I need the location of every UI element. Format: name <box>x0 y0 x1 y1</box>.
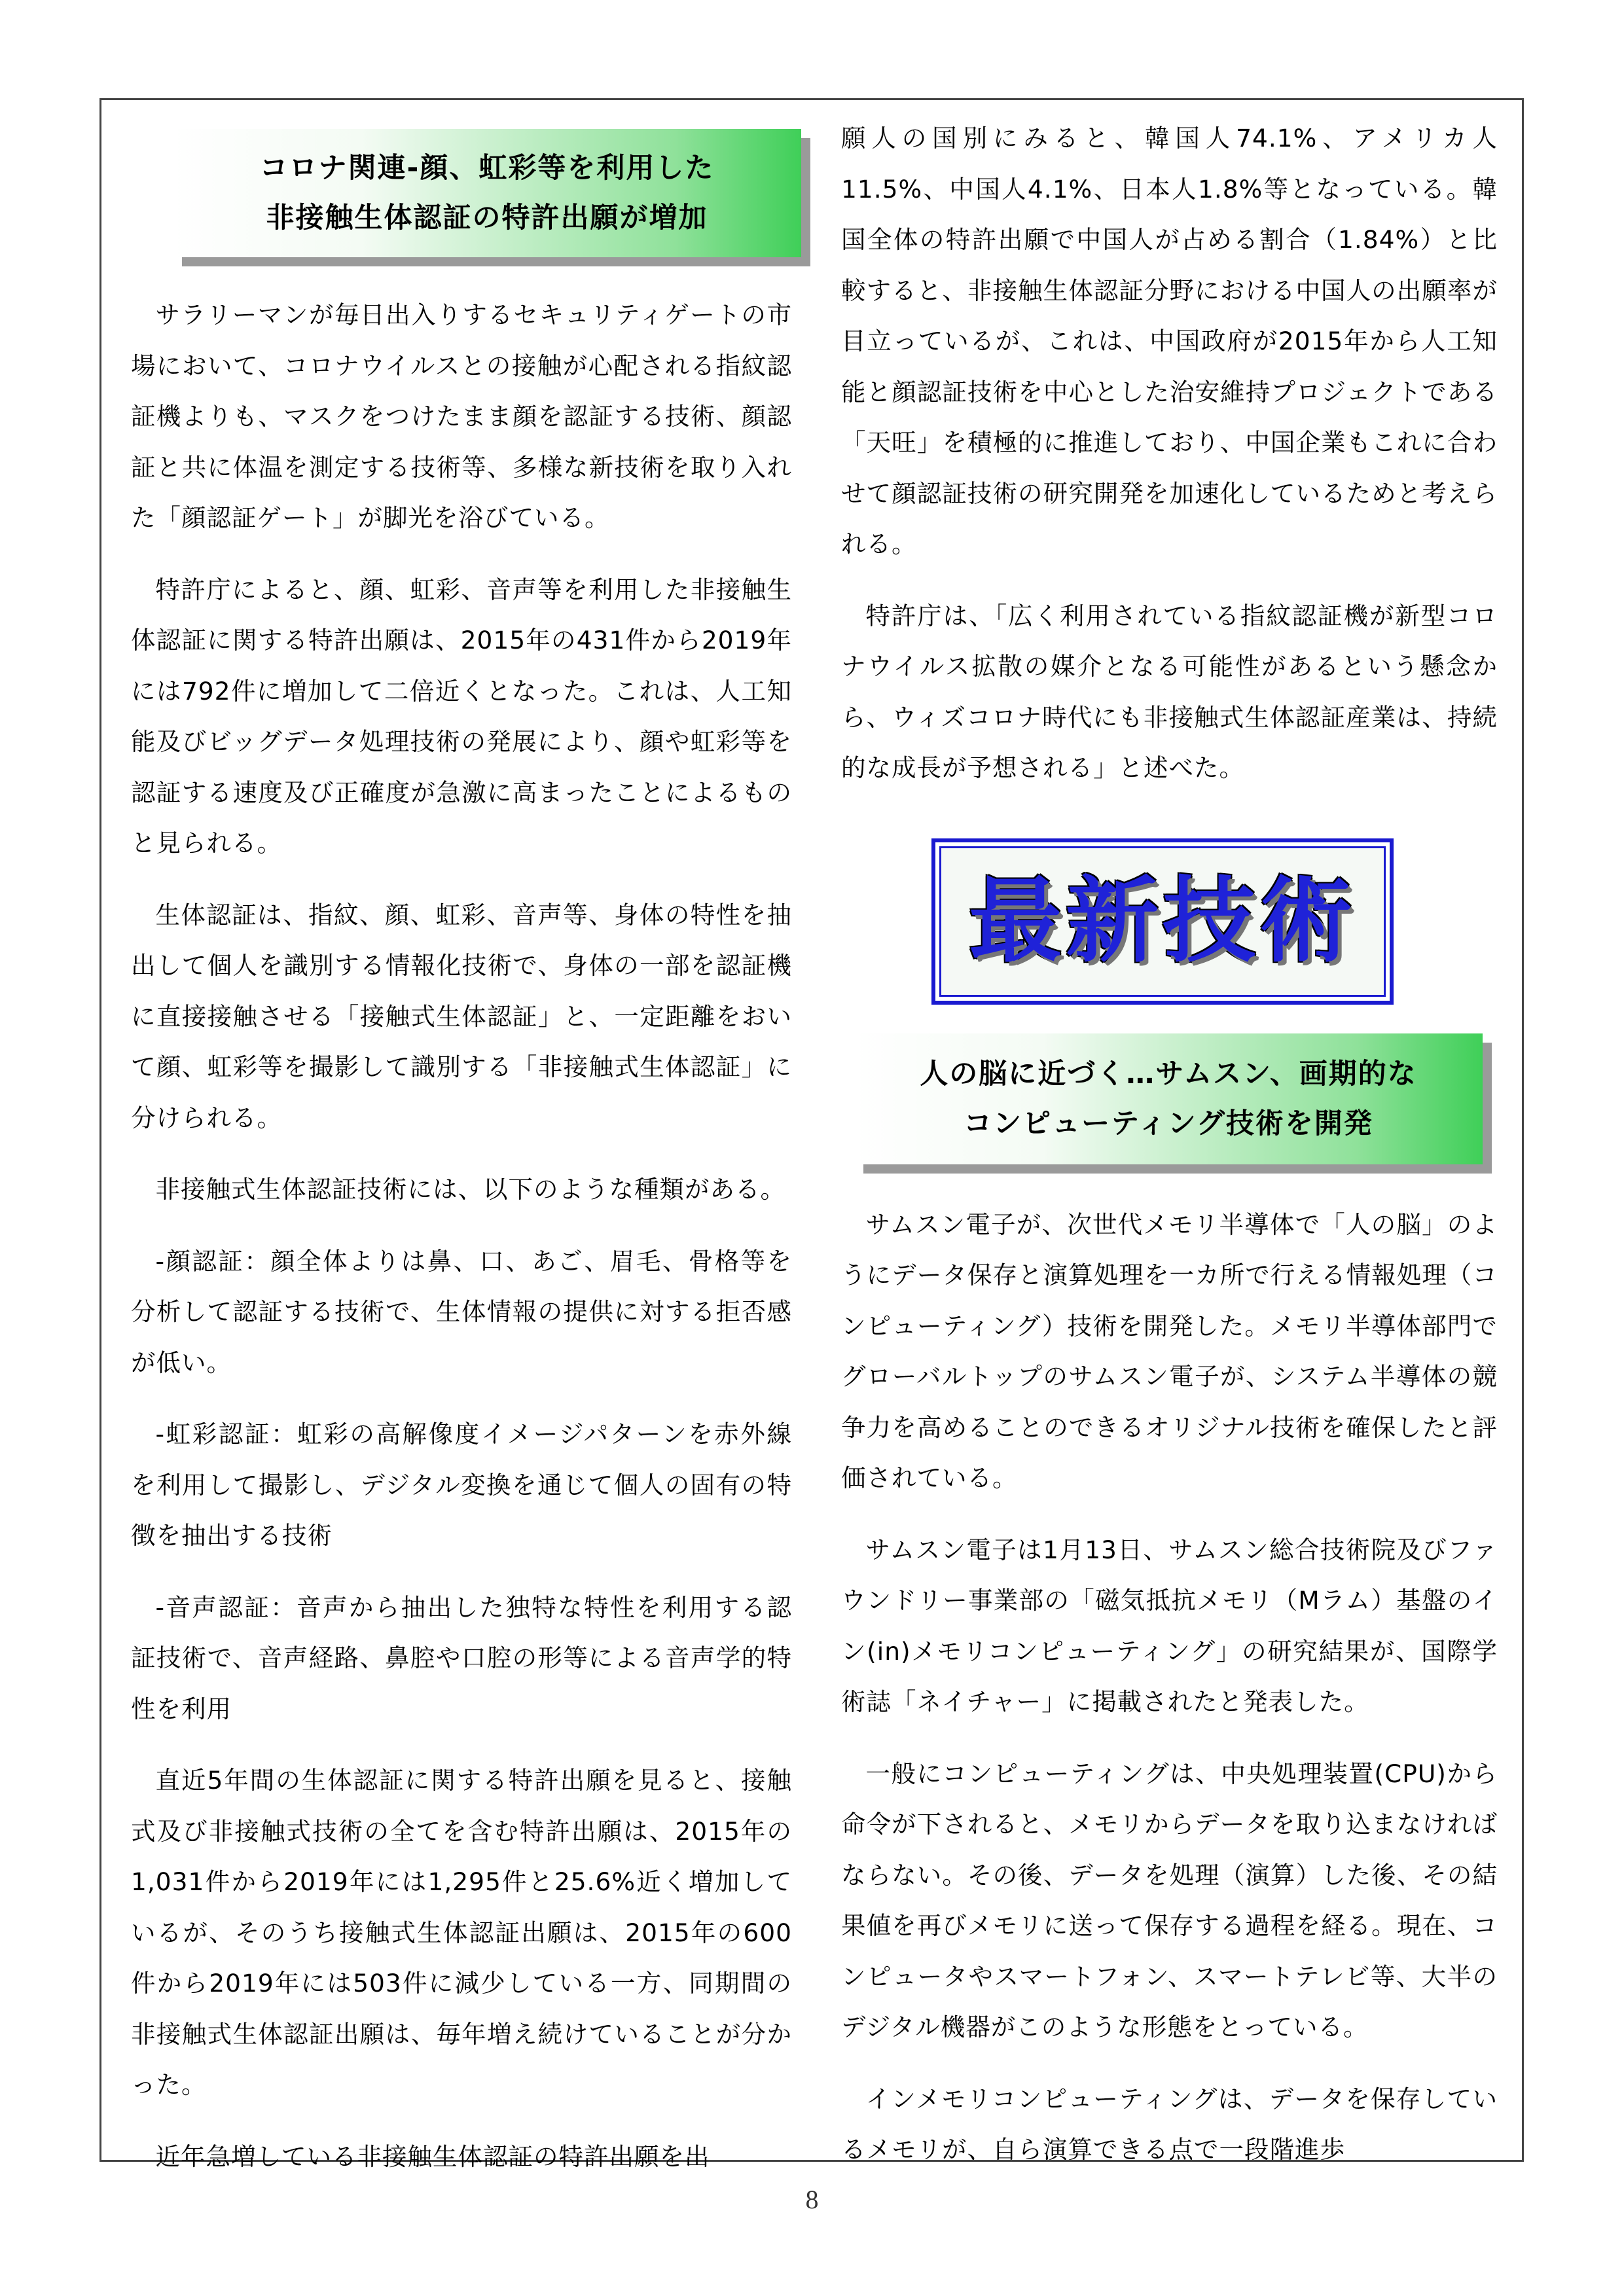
paragraph: 特許庁によると、顔、虹彩、音声等を利用した非接触生体認証に関する特許出願は、2015年の431件から2019年には792件に増加して二倍近くとなった。これは、人工知能及びビッグデータ処理技術の発展により、顔や虹彩等を認証する速度及び正確度が急激に高まったことによるものと見られる。 <box>131 575 792 857</box>
paragraph: 願人の国別にみると、韓国人74.1%、アメリカ人11.5%、中国人4.1%、日本人1.8%等となっている。韓国全体の特許出願で中国人が占める割合（1.84%）と比較すると、非接触生体認証分野における中国人の出願率が目立っているが、これは、中国政府が2015年から人工知能と顔認証技術を中心とした治安維持プロジェクトである「天旺」を積極的に推進しており、中国企業もこれに合わせて顔認証技術の研究開発を加速化しているためと考えられる。 <box>841 124 1498 558</box>
left-column <box>131 100 792 2171</box>
paragraph: 直近5年間の生体認証に関する特許出願を見ると、接触式及び非接触式技術の全てを含む特許出願は、2015年の1,031件から2019年には1,295件と25.6%近く増加しているが、そのうち接触式生体認証出願は、2015年の600件から2019年には503件に減少している一方、同期間の非接触式生体認証出願は、毎年増え続けていることが分かった。 <box>131 1766 792 2099</box>
list-item-voice: -音声認証：音声から抽出した独特な特性を利用する認証技術で、音声経路、鼻腔や口腔の形等による音声学的特性を利用 <box>131 1592 792 1723</box>
paragraph: サムスン電子は1月13日、サムスン総合技術院及びファウンドリー事業部の「磁気抵抗メモリ（Mラム）基盤のイン(in)メモリコンピューティング」の研究結果が、国際学術誌「ネイチャー」に掲載されたと発表した。 <box>841 1535 1498 1716</box>
paragraph: 非接触式生体認証技術には、以下のような種類がある。 <box>155 1175 785 1204</box>
paragraph: 生体認証は、指紋、顔、虹彩、音声等、身体の特性を抽出して個人を識別する情報化技術で、身体の一部を認証機に直接接触させる「接触式生体認証」と、一定距離をおいて顔、虹彩等を撮影して識別する「非接触式生体認証」に分けられる。 <box>131 900 792 1132</box>
paragraph: サムスン電子が、次世代メモリ半導体で「人の脳」のようにデータ保存と演算処理を一カ所で行える情報処理（コンピューティング）技術を開発した。メモリ半導体部門でグローバルトップのサムスン電子が、システム半導体の競争力を高めることのできるオリジナル技術を確保したと評価されている。 <box>841 1210 1498 1492</box>
page-number: 8 <box>805 2185 819 2214</box>
banner-inner <box>939 846 1386 997</box>
list-item-iris: -虹彩認証：虹彩の高解像度イメージパターンを赤外線を利用して撮影し、デジタル変換を通じて個人の固有の特徴を抽出する技術 <box>131 1420 792 1550</box>
paragraph: 一般にコンピューティングは、中央処理装置(CPU)から命令が下されると、メモリからデータを取り込まなければならない。その後、データを処理（演算）した後、その結果値を再びメモリに送って保存する過程を経る。現在、コンピュータやスマートフォン、スマートテレビ等、大半のデジタル機器がこのような形態をとっている。 <box>841 1759 1498 2041</box>
latest-tech-banner <box>931 838 1394 1005</box>
covid-biometrics-heading <box>173 129 801 257</box>
heading-line-1: 人の脳に近づく…サムスン、画期的な <box>920 1057 1417 1090</box>
samsung-computing-heading <box>854 1033 1483 1164</box>
heading-line-1: コロナ関連-顔、虹彩等を利用した <box>259 152 715 185</box>
heading-line-2: 非接触生体認証の特許出願が増加 <box>266 202 708 234</box>
paragraph: サラリーマンが毎日出入りするセキュリティゲートの市場において、コロナウイルスとの接触が心配される指紋認証機よりも、マスクをつけたまま顔を認証する技術、顔認証と共に体温を測定する技術等、多様な新技術を取り入れた「顔認証ゲート」が脚光を浴びている。 <box>131 300 792 532</box>
right-column <box>841 100 1498 2164</box>
paragraph: 近年急増している非接触生体認証の特許出願を出 <box>155 2142 710 2171</box>
page-frame <box>99 98 1524 2171</box>
paragraph: 特許庁は、「広く利用されている指紋認証機が新型コロナウイルス拡散の媒介となる可能性があるという懸念から、ウィズコロナ時代にも非接触式生体認証産業は、持続的な成長が予想される」と述べた。 <box>841 601 1498 782</box>
list-item-face: -顔認証：顔全体よりは鼻、口、あご、眉毛、骨格等を分析して認証する技術で、生体情報の提供に対する拒否感が低い。 <box>131 1246 792 1377</box>
heading-line-2: コンピューティング技術を開発 <box>964 1107 1373 1140</box>
banner-title: 最新技術 <box>969 867 1356 975</box>
paragraph: インメモリコンピューティングは、データを保存しているメモリが、自ら演算できる点で一段階進歩 <box>841 2084 1498 2164</box>
